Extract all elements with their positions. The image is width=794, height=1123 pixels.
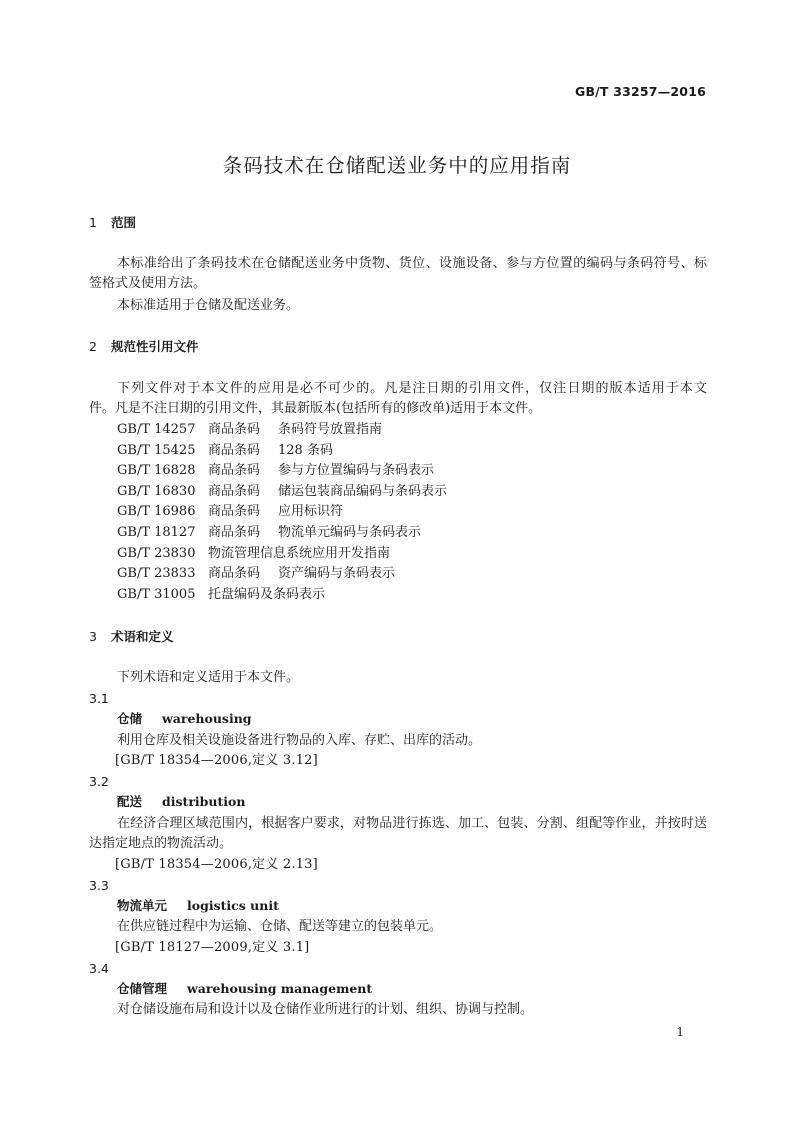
- reference-item: [117, 441, 333, 461]
- section-1-heading: [89, 213, 136, 233]
- standard-number: GB/T 33257—2016: [574, 84, 706, 99]
- reference-code: GB/T 16830: [117, 484, 196, 499]
- reference-code: GB/T 15425: [117, 443, 196, 458]
- paragraph: 本标准适用于仓储及配送业务。: [117, 298, 300, 313]
- reference-title: 128 条码: [278, 443, 333, 458]
- section-title: 规范性引用文件: [111, 339, 199, 354]
- reference-title: 参与方位置编码与条码表示: [278, 463, 435, 478]
- section-number: 1: [89, 215, 97, 230]
- term-definition: 利用仓库及相关设施设备进行物品的入库、存贮、出库的活动。: [117, 733, 482, 748]
- reference-prefix: 商品条码: [208, 484, 261, 499]
- document-title: 条码技术在仓储配送业务中的应用指南: [222, 154, 572, 177]
- reference-code: GB/T 16828: [117, 463, 196, 478]
- reference-item: [117, 585, 325, 605]
- term-chinese: 仓储管理: [117, 981, 168, 996]
- paragraph-line: 件。凡是不注日期的引用文件，其最新版本(包括所有的修改单)适用于本文件。: [89, 401, 542, 416]
- term-chinese: 物流单元: [117, 898, 168, 913]
- reference-title: 物流单元编码与条码表示: [278, 525, 422, 540]
- reference-prefix: 商品条码: [208, 422, 261, 437]
- term-chinese: 配送: [117, 794, 143, 809]
- term-entry: [117, 709, 252, 729]
- term-definition: 在经济合理区域范围内，根据客户要求，对物品进行拣选、加工、包装、分割、组配等作业，并按时送: [117, 816, 707, 831]
- reference-code: GB/T 31005: [117, 587, 196, 602]
- reference-item: [117, 502, 343, 522]
- term-english: logistics unit: [187, 898, 279, 913]
- section-title: 术语和定义: [111, 629, 174, 644]
- reference-code: GB/T 23833: [117, 566, 196, 581]
- reference-title: 物流管理信息系统应用开发指南: [208, 546, 391, 561]
- reference-item: [117, 420, 382, 440]
- term-source: [GB/T 18127—2009,定义 3.1]: [115, 940, 310, 955]
- term-chinese: 仓储: [117, 711, 143, 726]
- term-english: warehousing: [162, 711, 252, 726]
- term-definition: 对仓储设施布局和设计以及仓储作业所进行的计划、组织、协调与控制。: [117, 1002, 534, 1017]
- term-source: [GB/T 18354—2006,定义 2.13]: [115, 857, 318, 872]
- term-definition-cont: 达指定地点的物流活动。: [89, 836, 233, 851]
- section-number: 2: [89, 339, 97, 354]
- section-number: 3: [89, 629, 97, 644]
- reference-title: 条码符号放置指南: [278, 422, 383, 437]
- reference-prefix: 商品条码: [208, 463, 261, 478]
- term-entry: [117, 896, 279, 916]
- reference-prefix: 商品条码: [208, 566, 261, 581]
- reference-title: 储运包装商品编码与条码表示: [278, 484, 448, 499]
- reference-prefix: 商品条码: [208, 525, 261, 540]
- reference-item: [117, 461, 434, 481]
- section-3-heading: [89, 627, 174, 647]
- reference-title: 资产编码与条码表示: [278, 566, 396, 581]
- section-title: 范围: [111, 215, 137, 230]
- paragraph-line: 下列文件对于本文件的应用是必不可少的。凡是注日期的引用文件，仅注日期的版本适用于本文: [117, 381, 707, 396]
- reference-code: GB/T 23830: [117, 546, 196, 561]
- term-english: distribution: [162, 794, 246, 809]
- term-entry: [117, 792, 245, 812]
- reference-prefix: 商品条码: [208, 443, 261, 458]
- reference-title: 应用标识符: [278, 504, 344, 519]
- term-entry: [117, 979, 372, 999]
- term-number: 3.3: [89, 878, 109, 893]
- reference-item: [117, 482, 447, 502]
- reference-code: GB/T 14257: [117, 422, 196, 437]
- term-definition: 在供应链过程中为运输、仓储、配送等建立的包装单元。: [117, 919, 443, 934]
- reference-item: [117, 544, 390, 564]
- paragraph: 下列术语和定义适用于本文件。: [117, 670, 300, 685]
- reference-item: [117, 523, 421, 543]
- term-number: 3.2: [89, 774, 109, 789]
- term-english: warehousing management: [187, 981, 373, 996]
- section-2-heading: [89, 337, 199, 357]
- reference-prefix: 商品条码: [208, 504, 261, 519]
- paragraph-line: 签格式及使用方法。: [89, 276, 207, 291]
- reference-code: GB/T 16986: [117, 504, 196, 519]
- term-number: 3.4: [89, 961, 109, 976]
- reference-title: 托盘编码及条码表示: [208, 587, 326, 602]
- page-number: 1: [676, 1025, 684, 1039]
- reference-code: GB/T 18127: [117, 525, 196, 540]
- term-number: 3.1: [89, 691, 109, 706]
- paragraph-line: 本标准给出了条码技术在仓储配送业务中货物、货位、设施设备、参与方位置的编码与条码符号、标: [117, 256, 707, 271]
- reference-item: [117, 564, 395, 584]
- term-source: [GB/T 18354—2006,定义 3.12]: [115, 753, 318, 768]
